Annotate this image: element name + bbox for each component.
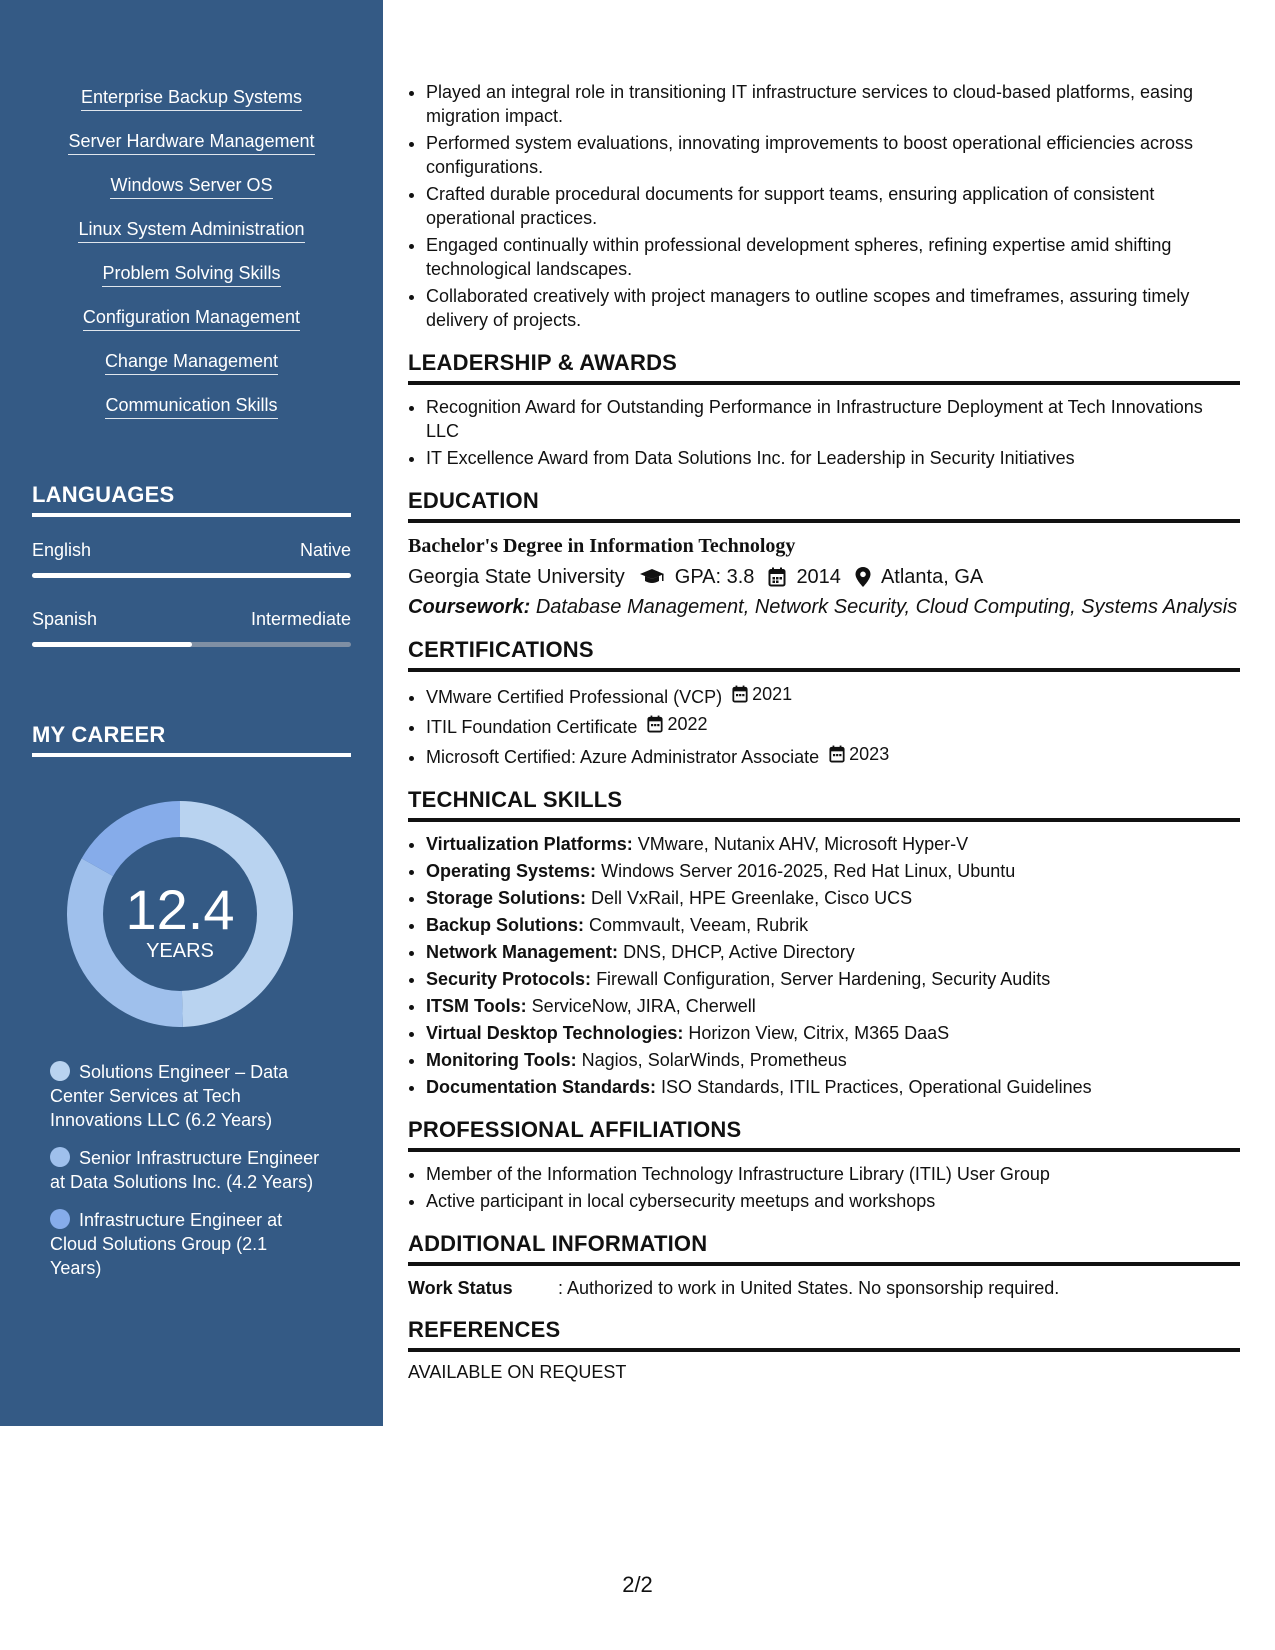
tech-skill-label: ITSM Tools: (426, 996, 527, 1016)
certifications-list (408, 682, 1240, 769)
affiliation-item: • Active participant in local cybersecurity meetups and workshops (426, 1189, 1240, 1213)
references-text: AVAILABLE ON REQUEST (408, 1362, 627, 1382)
school-name: Georgia State University (408, 566, 625, 588)
tech-skill-value: Dell VxRail, HPE Greenlake, Cisco UCS (591, 888, 913, 908)
language-proficiency-bar (32, 642, 351, 647)
affiliation-item: • Member of the Information Technology Infrastructure Library (ITIL) User Group (426, 1162, 1240, 1186)
career-item (50, 1060, 320, 1132)
education-details (408, 564, 1240, 590)
tech-skill-label: Operating Systems: (426, 861, 597, 881)
career-item (50, 1208, 320, 1280)
technical-skills-list (408, 832, 1240, 1099)
calendar-icon (768, 567, 786, 587)
tech-skill-item (426, 832, 1240, 856)
tech-skill-value: Firewall Configuration, Server Hardening, Security Audits (596, 969, 1051, 989)
skill-item: Configuration Management (83, 306, 300, 331)
tech-skill-value: Windows Server 2016-2025, Red Hat Linux, Ubuntu (601, 861, 1016, 881)
career-total-value: 12.4 (125, 878, 235, 941)
career-donut-chart (67, 801, 293, 1027)
skill-item: Enterprise Backup Systems (81, 86, 302, 111)
education-heading: EDUCATION (408, 488, 1240, 523)
skill-item: Windows Server OS (110, 174, 272, 199)
career-item (50, 1146, 320, 1194)
calendar-icon (732, 685, 748, 703)
skill-item: Linux System Administration (78, 218, 304, 243)
gpa: GPA: 3.8 (674, 566, 755, 588)
career-dot-icon (50, 1061, 70, 1081)
career-heading: MY CAREER (32, 722, 351, 757)
coursework-label: Coursework: (408, 596, 531, 618)
sidebar (0, 0, 383, 1426)
tech-skill-label: Monitoring Tools: (426, 1050, 577, 1070)
skill-item: Server Hardware Management (68, 130, 314, 155)
leadership-heading: LEADERSHIP & AWARDS (408, 350, 1240, 385)
language-proficiency-fill (32, 573, 351, 578)
certification-item (426, 682, 1240, 709)
award-item: • IT Excellence Award from Data Solutions Inc. for Leadership in Security Initiatives (426, 446, 1240, 470)
certification-name: ITIL Foundation Certificate (426, 717, 638, 737)
affiliations-list (408, 1162, 1240, 1213)
skill-item: Communication Skills (105, 394, 277, 419)
additional-info-heading: ADDITIONAL INFORMATION (408, 1231, 1240, 1266)
technical-skills-heading: TECHNICAL SKILLS (408, 787, 1240, 822)
career-donut-svg (67, 801, 293, 1027)
work-status-label: Work Status (408, 1278, 513, 1298)
certification-name: Microsoft Certified: Azure Administrator Associate (426, 747, 820, 767)
tech-skill-item (426, 859, 1240, 883)
tech-skill-label: Security Protocols: (426, 969, 592, 989)
tech-skill-item (426, 967, 1240, 991)
certification-item (426, 712, 1240, 739)
graduation-year: 2014 (796, 566, 841, 588)
certification-item (426, 742, 1240, 769)
award-item: • Recognition Award for Outstanding Performance in Infrastructure Deployment at Tech Innovations LLC (426, 395, 1240, 443)
career-item-text: Solutions Engineer – Data Center Services at Tech Innovations LLC (6.2 Years) (50, 1062, 289, 1130)
career-item-text: Infrastructure Engineer at Cloud Solutions Group (2.1 Years) (50, 1210, 283, 1278)
experience-bullet: • Played an integral role in transitioning IT infrastructure services to cloud-based platforms, easing migration impact. (426, 80, 1240, 128)
tech-skill-value: Nagios, SolarWinds, Prometheus (581, 1050, 847, 1070)
main-content (408, 80, 1240, 1383)
certifications-heading: CERTIFICATIONS (408, 637, 1240, 672)
page-number: 2/2 (622, 1572, 653, 1597)
certification-year: 2023 (849, 744, 890, 764)
experience-bullet: • Performed system evaluations, innovating improvements to boost operational efficiencies across configurations. (426, 131, 1240, 179)
school-location: Atlanta, GA (880, 566, 984, 588)
skills-list (0, 86, 383, 438)
career-total-unit: YEARS (146, 940, 214, 962)
tech-skill-value: Horizon View, Citrix, M365 DaaS (688, 1023, 950, 1043)
tech-skill-value: ServiceNow, JIRA, Cherwell (531, 996, 756, 1016)
language-level: Intermediate (250, 609, 351, 629)
certification-year: 2022 (667, 714, 708, 734)
tech-skill-label: Storage Solutions: (426, 888, 587, 908)
language-proficiency-bar (32, 573, 351, 578)
tech-skill-item (426, 940, 1240, 964)
language-level: Native (299, 540, 351, 560)
work-status-row (408, 1278, 1240, 1299)
career-list (50, 1060, 320, 1294)
affiliations-heading: PROFESSIONAL AFFILIATIONS (408, 1117, 1240, 1152)
certification-name: VMware Certified Professional (VCP) (426, 687, 723, 707)
tech-skill-item (426, 1075, 1240, 1099)
tech-skill-item (426, 1048, 1240, 1072)
calendar-icon (829, 745, 845, 763)
tech-skill-label: Network Management: (426, 942, 619, 962)
tech-skill-item (426, 1021, 1240, 1045)
language-name: Spanish (32, 609, 98, 629)
language-proficiency-fill (32, 642, 192, 647)
graduation-cap-icon (639, 568, 665, 586)
certification-year: 2021 (752, 684, 793, 704)
coursework (408, 596, 1240, 619)
tech-skill-value: DNS, DHCP, Active Directory (623, 942, 855, 962)
career-dot-icon (50, 1209, 70, 1229)
references-heading: REFERENCES (408, 1317, 1240, 1352)
skill-item: Change Management (105, 350, 278, 375)
leadership-list (408, 395, 1240, 470)
calendar-icon (647, 715, 663, 733)
degree-title: Bachelor's Degree in Information Technology (408, 535, 796, 557)
language-name: English (32, 540, 92, 560)
experience-bullet: • Collaborated creatively with project managers to outline scopes and timeframes, assuring timely delivery of projects. (426, 284, 1240, 332)
experience-bullets (408, 80, 1240, 332)
tech-skill-item (426, 913, 1240, 937)
tech-skill-label: Backup Solutions: (426, 915, 585, 935)
languages-heading: LANGUAGES (32, 482, 351, 517)
experience-bullet: • Crafted durable procedural documents for support teams, ensuring application of consistent operational practices. (426, 182, 1240, 230)
location-pin-icon (855, 567, 871, 587)
tech-skill-label: Documentation Standards: (426, 1077, 657, 1097)
tech-skill-value: VMware, Nutanix AHV, Microsoft Hyper-V (637, 834, 969, 854)
tech-skill-item (426, 886, 1240, 910)
tech-skill-label: Virtualization Platforms: (426, 834, 633, 854)
tech-skill-value: ISO Standards, ITIL Practices, Operational Guidelines (661, 1077, 1092, 1097)
tech-skill-label: Virtual Desktop Technologies: (426, 1023, 684, 1043)
experience-bullet: • Engaged continually within professional development spheres, refining expertise amid shifting technological landscapes. (426, 233, 1240, 281)
skill-item: Problem Solving Skills (102, 262, 280, 287)
coursework-list: Database Management, Network Security, Cloud Computing, Systems Analysis (535, 596, 1238, 618)
language-english (32, 540, 351, 578)
work-status-value: : Authorized to work in United States. No sponsorship required. (558, 1278, 1060, 1298)
tech-skill-item (426, 994, 1240, 1018)
career-item-text: Senior Infrastructure Engineer at Data Solutions Inc. (4.2 Years) (50, 1148, 320, 1192)
career-dot-icon (50, 1147, 70, 1167)
tech-skill-value: Commvault, Veeam, Rubrik (589, 915, 809, 935)
language-spanish (32, 609, 351, 647)
